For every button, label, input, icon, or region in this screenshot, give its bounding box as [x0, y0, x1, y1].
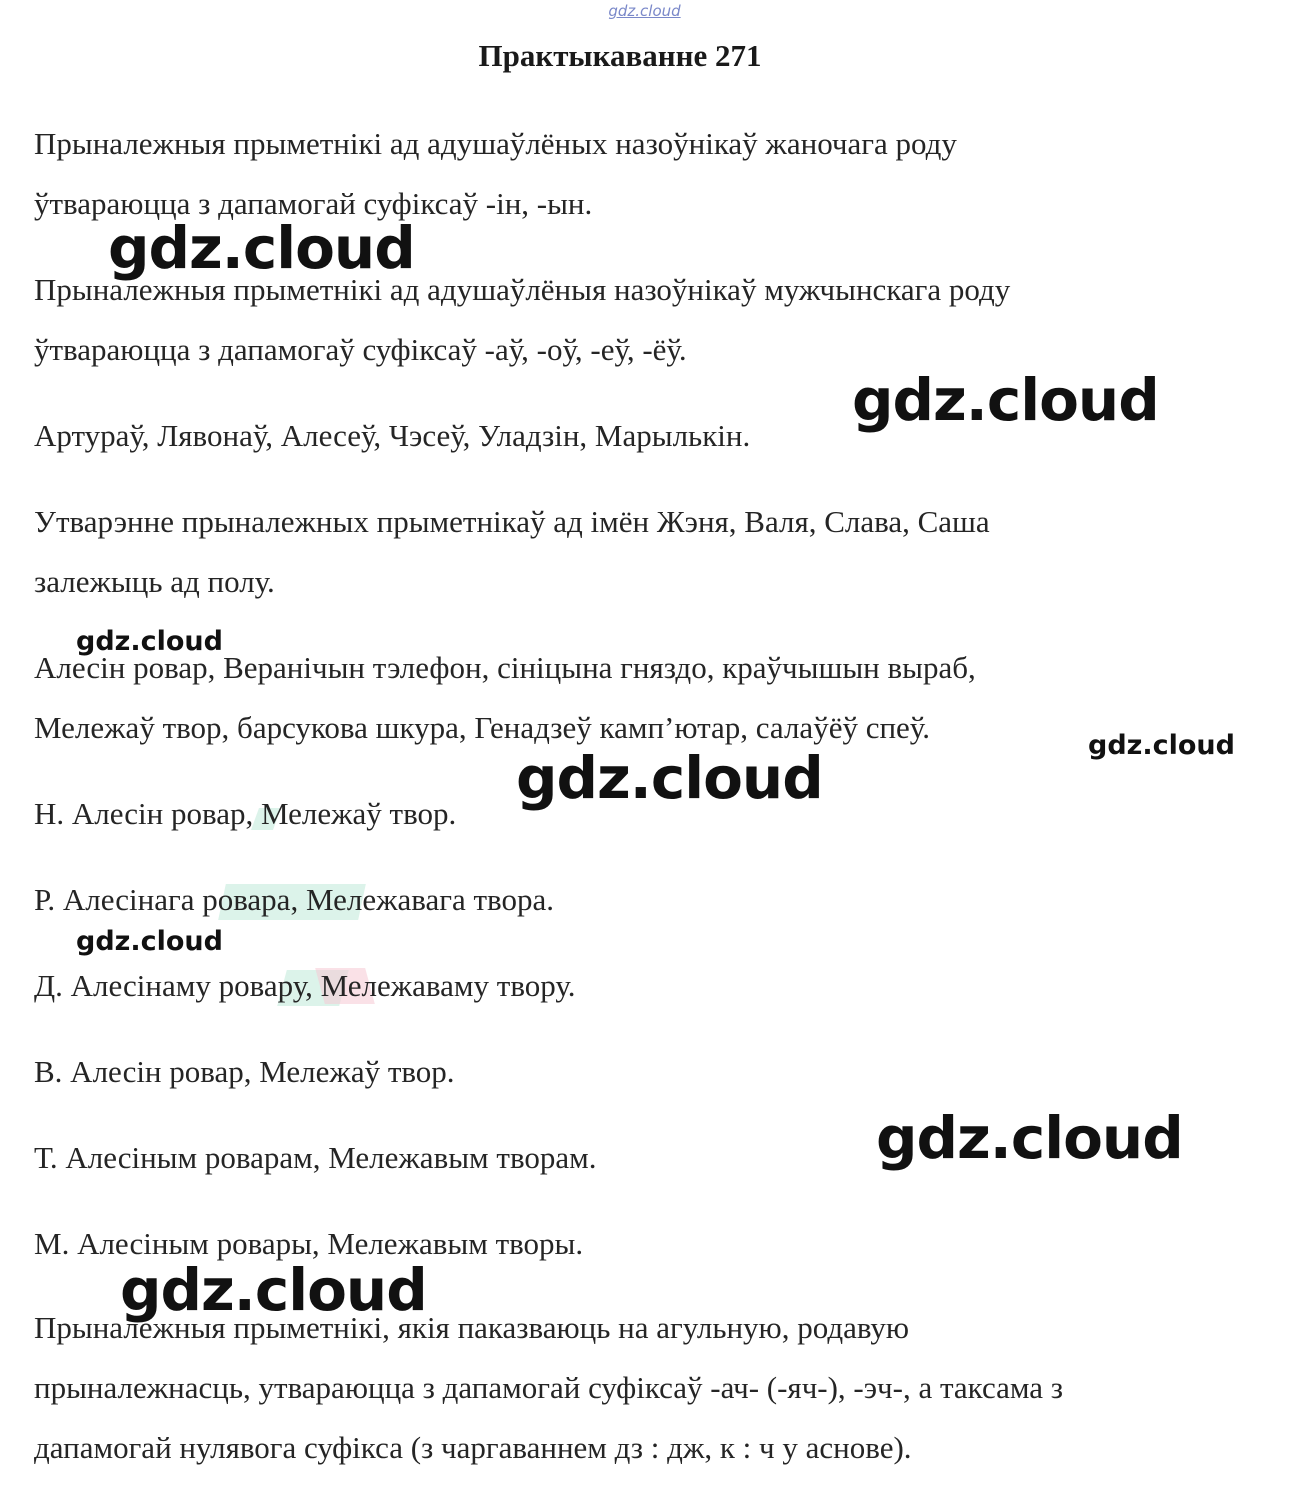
text-line: прыналежнасць, утвараюцца з дапамогай суфіксаў -ач- (-яч-), -эч-, а таксама з	[34, 1370, 1064, 1405]
text-line: Н. Алесін ровар, Мележаў твор.	[34, 796, 457, 831]
text-line: Мележаў твор, барсукова шкура, Генадзеў камп’ютар, салаўёў спеў.	[34, 710, 930, 745]
site-mark-link[interactable]: gdz.cloud	[608, 2, 681, 20]
text-line: Прыналежныя прыметнікі ад адушаўлёныя назоўнікаў мужчынскага роду	[34, 272, 1011, 307]
text-line: В. Алесін ровар, Мележаў твор.	[34, 1054, 455, 1089]
watermark: gdz.cloud	[876, 1104, 1183, 1172]
watermark: gdz.cloud	[76, 926, 223, 957]
text-line: дапамогай нулявога суфікса (з чаргаваннем дз : дж, к : ч у аснове).	[34, 1430, 912, 1465]
text-line: Прыналежныя прыметнікі ад адушаўлёных назоўнікаў жаночага роду	[34, 126, 957, 161]
text-line: залежыць ад полу.	[34, 564, 275, 599]
text-line: Прыналежныя прыметнікі, якія паказваюць на агульную, родавую	[34, 1310, 910, 1345]
text-line: ўтвараюцца з дапамогаў суфіксаў -аў, -оў, -еў, -ёў.	[34, 332, 687, 367]
watermark: gdz.cloud	[120, 1256, 427, 1324]
watermark: gdz.cloud	[76, 626, 223, 657]
text-line: Утварэнне прыналежных прыметнікаў ад імён Жэня, Валя, Слава, Саша	[34, 504, 990, 539]
text-line: Артураў, Лявонаў, Алесеў, Чэсеў, Уладзін, Марылькін.	[34, 418, 751, 453]
text-line: Алесін ровар, Веранічын тэлефон, сініцына гняздо, краўчышын выраб,	[34, 650, 976, 685]
text-line: Д. Алесінаму ровару, Мележаваму твору.	[34, 968, 576, 1003]
watermark: gdz.cloud	[516, 744, 823, 812]
text-line: ўтвараюцца з дапамогай суфіксаў -ін, -ын.	[34, 186, 593, 221]
text-line: Т. Алесіным роварам, Мележавым творам.	[34, 1140, 597, 1175]
watermark: gdz.cloud	[1088, 730, 1235, 761]
watermark: gdz.cloud	[108, 214, 415, 282]
text-line: М. Алесіным ровары, Мележавым творы.	[34, 1226, 584, 1261]
page-title: Практыкаванне 271	[478, 38, 762, 73]
text-line: Р. Алесінага ровара, Мележавага твора.	[34, 882, 554, 917]
watermark: gdz.cloud	[852, 366, 1159, 434]
